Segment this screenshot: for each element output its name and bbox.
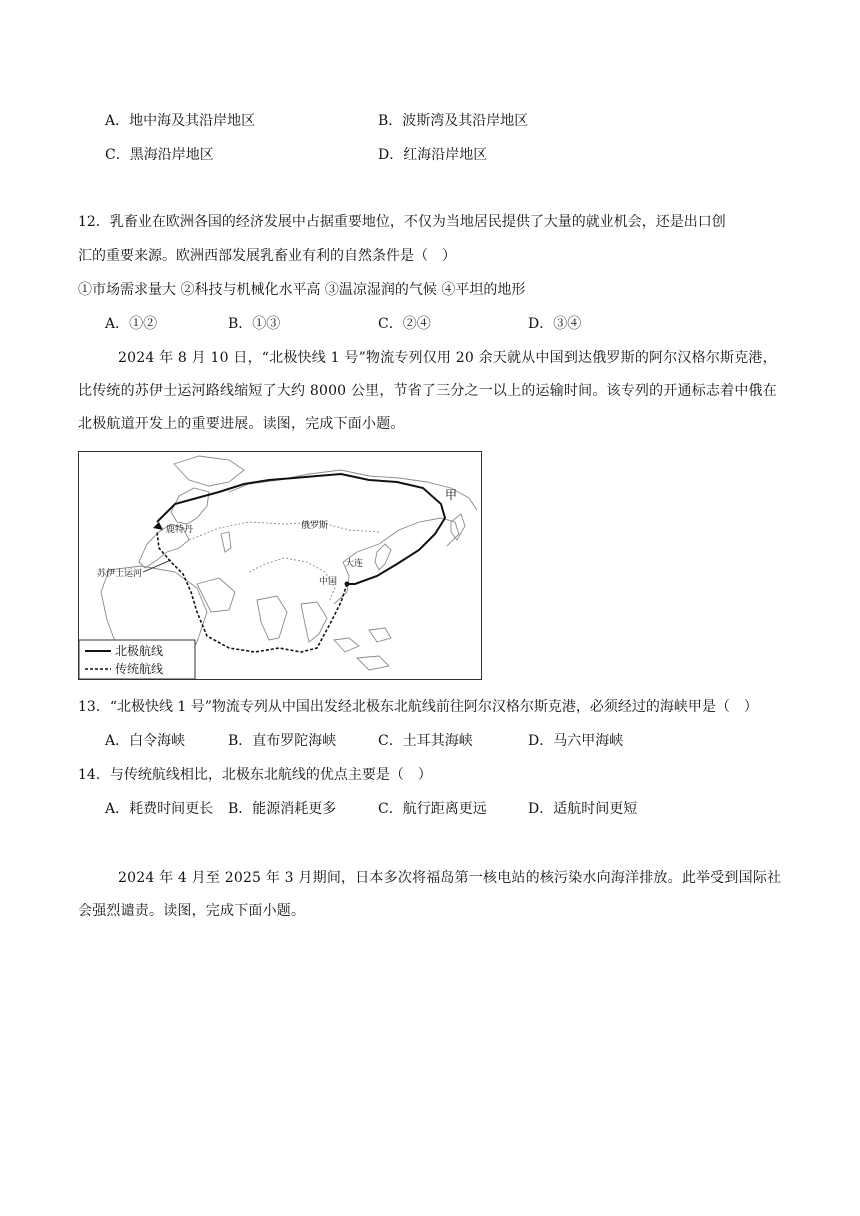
q11-option-c: C．黑海沿岸地区 (105, 147, 214, 163)
q11-option-d: D．红海沿岸地区 (378, 147, 488, 163)
legend-traditional-label: 传统航线 (115, 662, 164, 676)
q14-option-d: D．适航时间更短 (528, 801, 638, 817)
q13-option-b: B．直布罗陀海峡 (228, 733, 337, 749)
q12-stem-line2: 汇的重要来源。欧洲西部发展乳畜业有利的自然条件是（ ） (78, 248, 456, 264)
passage-arctic-express (78, 342, 782, 441)
q13-option-d: D．马六甲海峡 (528, 733, 624, 749)
q14-option-c: C．航行距离更远 (378, 801, 487, 817)
q12-option-c: C．②④ (378, 316, 431, 332)
passage-fukushima-text: 2024 年 4 月至 2025 年 3 月期间，日本多次将福岛第一核电站的核污染水向海洋排放。此举受到国际社会强烈谴责。读图，完成下面小题。 (78, 870, 782, 919)
q14-option-a: A．耗费时间更长 (105, 801, 214, 817)
q14-option-b: B．能源消耗更多 (228, 801, 337, 817)
legend-arctic-label: 北极航线 (115, 644, 164, 658)
label-suez: 苏伊士运河 (97, 569, 143, 579)
label-jia: 甲 (445, 488, 458, 502)
q11-option-a: A．地中海及其沿岸地区 (105, 113, 256, 129)
q13-stem: 13．“北极快线 1 号”物流专列从中国出发经北极东北航线前往阿尔汉格尔斯克港，必须经过的海峡甲是（ ） (78, 699, 758, 715)
passage-arctic-express-text: 2024 年 8 月 10 日，“北极快线 1 号”物流专列仅用 20 余天就从中国到达俄罗斯的阿尔汉格尔斯克港，比传统的苏伊士运河路线缩短了大约 8000 公里，节省了三分之一以上的运输时间。该专列的开通标志着中俄在北极航道开发上的重要进展。读图，完成下面小题。 (78, 350, 777, 432)
q12-option-b: B．①③ (228, 316, 281, 332)
rotterdam-arrow-icon (153, 522, 163, 530)
passage-fukushima (78, 862, 782, 928)
label-rotterdam: 鹿特丹 (166, 525, 194, 535)
route-map-svg (79, 452, 481, 679)
q12-stem-line1: 12．乳畜业在欧洲各国的经济发展中占据重要地位，不仅为当地居民提供了大量的就业机会，还是出口创 (78, 214, 726, 230)
label-russia: 俄罗斯 (301, 521, 329, 531)
q12-option-d: D．③④ (528, 316, 582, 332)
label-china: 中国 (319, 577, 338, 587)
dalian-dot-icon (345, 582, 350, 587)
route-map (78, 451, 482, 680)
q14-stem: 14．与传统航线相比，北极东北航线的优点主要是（ ） (78, 767, 432, 783)
q12-option-a: A．①② (105, 316, 158, 332)
q12-conditions: ①市场需求量大 ②科技与机械化水平高 ③温凉湿润的气候 ④平坦的地形 (78, 282, 526, 298)
q11-option-b: B．波斯湾及其沿岸地区 (378, 113, 529, 129)
q13-option-a: A．白令海峡 (105, 733, 186, 749)
label-dalian: 大连 (345, 559, 364, 569)
q13-option-c: C．土耳其海峡 (378, 733, 473, 749)
map-legend (79, 640, 195, 679)
